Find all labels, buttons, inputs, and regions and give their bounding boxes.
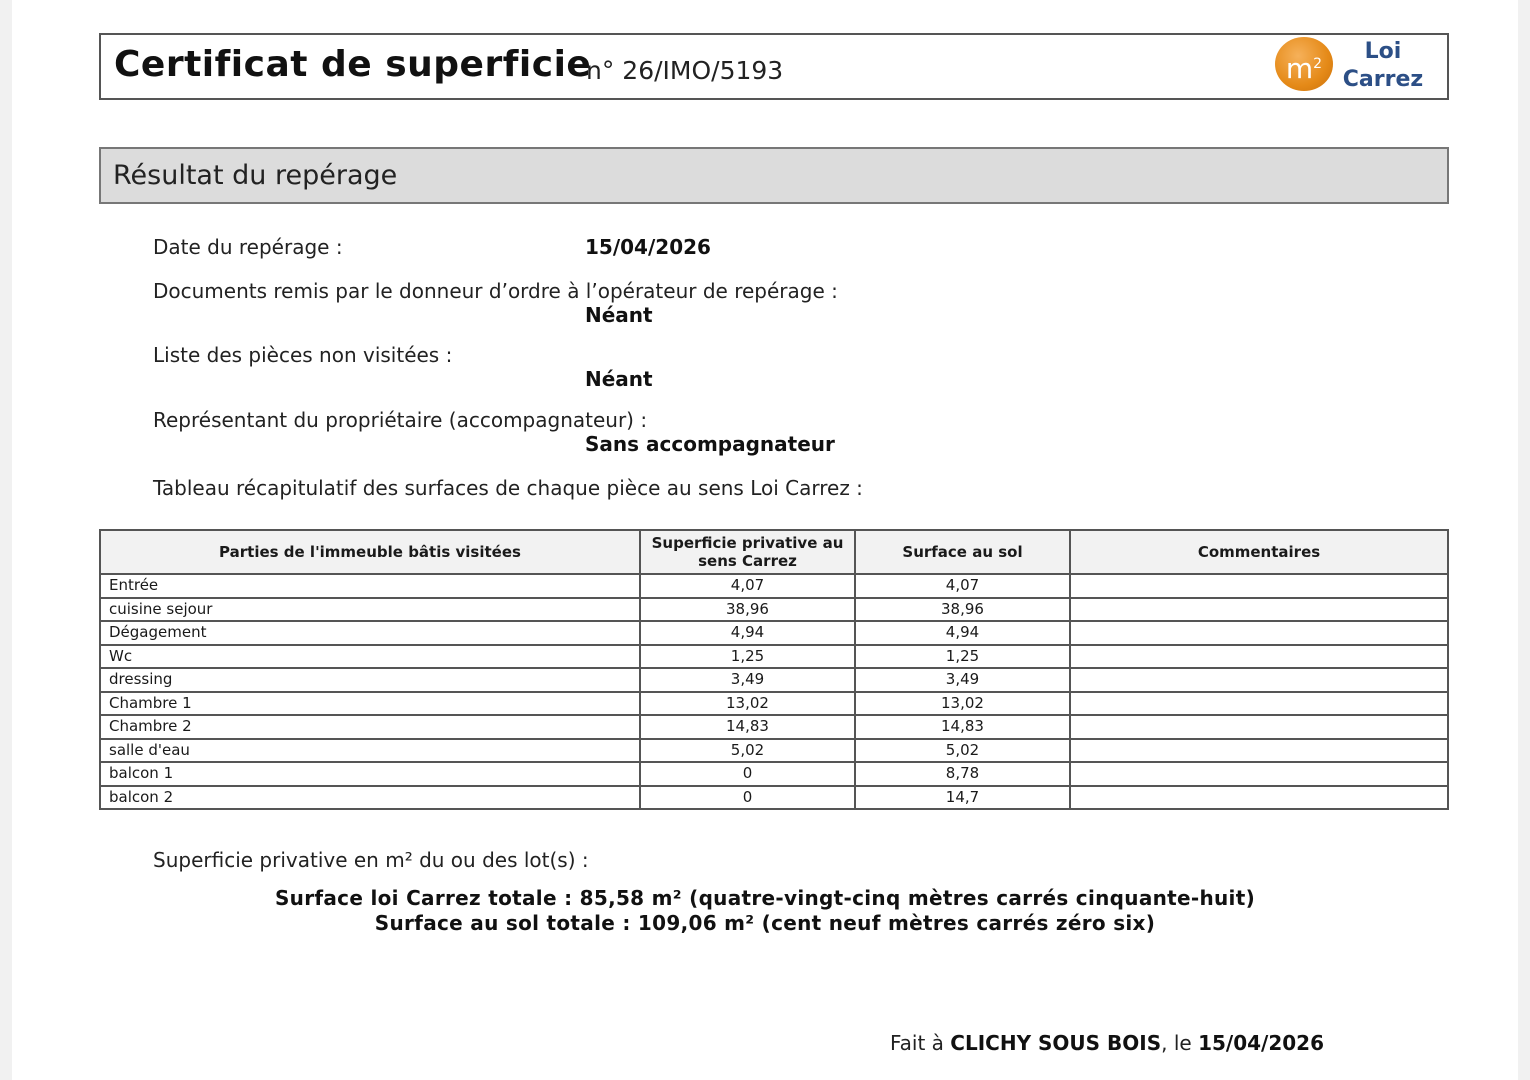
date-value: 15/04/2026 [585,235,711,259]
comment-cell [1070,715,1448,739]
carrez-cell: 4,94 [640,621,855,645]
sol-cell: 38,96 [855,598,1070,622]
comment-cell [1070,574,1448,598]
table-intro: Tableau récapitulatif des surfaces de chaque pièce au sens Loi Carrez : [153,476,863,500]
room-cell: dressing [100,668,640,692]
comment-cell [1070,762,1448,786]
comment-cell [1070,692,1448,716]
representative-label: Représentant du propriétaire (accompagnateur) : [153,408,648,432]
m2-logo-icon [1275,37,1333,91]
table-row [100,668,1448,692]
signoff-city: CLICHY SOUS BOIS [950,1031,1162,1055]
room-cell: Wc [100,645,640,669]
signoff-line [890,1031,1324,1055]
comment-cell [1070,598,1448,622]
carrez-total: Surface loi Carrez totale : 85,58 m² (quatre-vingt-cinq mètres carrés cinquante-huit) [274,886,1256,910]
representative-value: Sans accompagnateur [585,432,835,456]
carrez-cell: 38,96 [640,598,855,622]
room-cell: Chambre 2 [100,715,640,739]
sol-cell: 5,02 [855,739,1070,763]
signoff-prefix: Fait à [890,1031,951,1055]
table-header-row [100,530,1448,574]
loi-carrez-logo-text [1340,38,1426,94]
carrez-cell: 1,25 [640,645,855,669]
room-cell: salle d'eau [100,739,640,763]
room-cell: Dégagement [100,621,640,645]
sol-total: Surface au sol totale : 109,06 m² (cent neuf mètres carrés zéro six) [374,911,1156,935]
sol-cell: 14,83 [855,715,1070,739]
certificate-title: Certificat de superficie [114,44,592,85]
table-row [100,692,1448,716]
table-row [100,715,1448,739]
comment-cell [1070,786,1448,810]
documents-label: Documents remis par le donneur d’ordre à l’opérateur de repérage : [153,279,838,303]
carrez-cell: 0 [640,762,855,786]
non-visited-value: Néant [585,367,653,391]
comment-cell [1070,621,1448,645]
sol-cell: 4,07 [855,574,1070,598]
header-rooms: Parties de l'immeuble bâtis visitées [100,530,640,574]
documents-value: Néant [585,303,653,327]
signoff-middle: , le [1161,1031,1199,1055]
carrez-cell: 13,02 [640,692,855,716]
table-row [100,762,1448,786]
header-sol: Surface au sol [855,530,1070,574]
room-cell: cuisine sejour [100,598,640,622]
sol-cell: 14,7 [855,786,1070,810]
carrez-cell: 3,49 [640,668,855,692]
carrez-cell: 0 [640,786,855,810]
date-label: Date du repérage : [153,235,343,259]
room-cell: balcon 1 [100,762,640,786]
header-carrez: Superficie privative au sens Carrez [640,530,855,574]
room-cell: Entrée [100,574,640,598]
summary-label: Superficie privative en m² du ou des lot(s) : [153,848,589,872]
non-visited-label: Liste des pièces non visitées : [153,343,453,367]
sol-cell: 3,49 [855,668,1070,692]
room-cell: balcon 2 [100,786,640,810]
logo-symbol: m [1285,52,1314,85]
logo-superscript: 2 [1313,56,1323,72]
signoff-date: 15/04/2026 [1198,1031,1325,1055]
carrez-cell: 14,83 [640,715,855,739]
sol-cell: 4,94 [855,621,1070,645]
table-row [100,574,1448,598]
table-row [100,645,1448,669]
comment-cell [1070,668,1448,692]
table-row [100,786,1448,810]
header-comments: Commentaires [1070,530,1448,574]
logo-line-1: Loi [1364,39,1402,64]
logo-line-2: Carrez [1342,67,1424,92]
table-row [100,739,1448,763]
table-row [100,621,1448,645]
sol-cell: 1,25 [855,645,1070,669]
comment-cell [1070,645,1448,669]
table-row [100,598,1448,622]
room-cell: Chambre 1 [100,692,640,716]
section-title: Résultat du repérage [113,160,398,191]
sol-cell: 13,02 [855,692,1070,716]
carrez-cell: 5,02 [640,739,855,763]
comment-cell [1070,739,1448,763]
carrez-cell: 4,07 [640,574,855,598]
sol-cell: 8,78 [855,762,1070,786]
surface-table [99,529,1449,810]
certificate-number: n° 26/IMO/5193 [586,56,784,85]
